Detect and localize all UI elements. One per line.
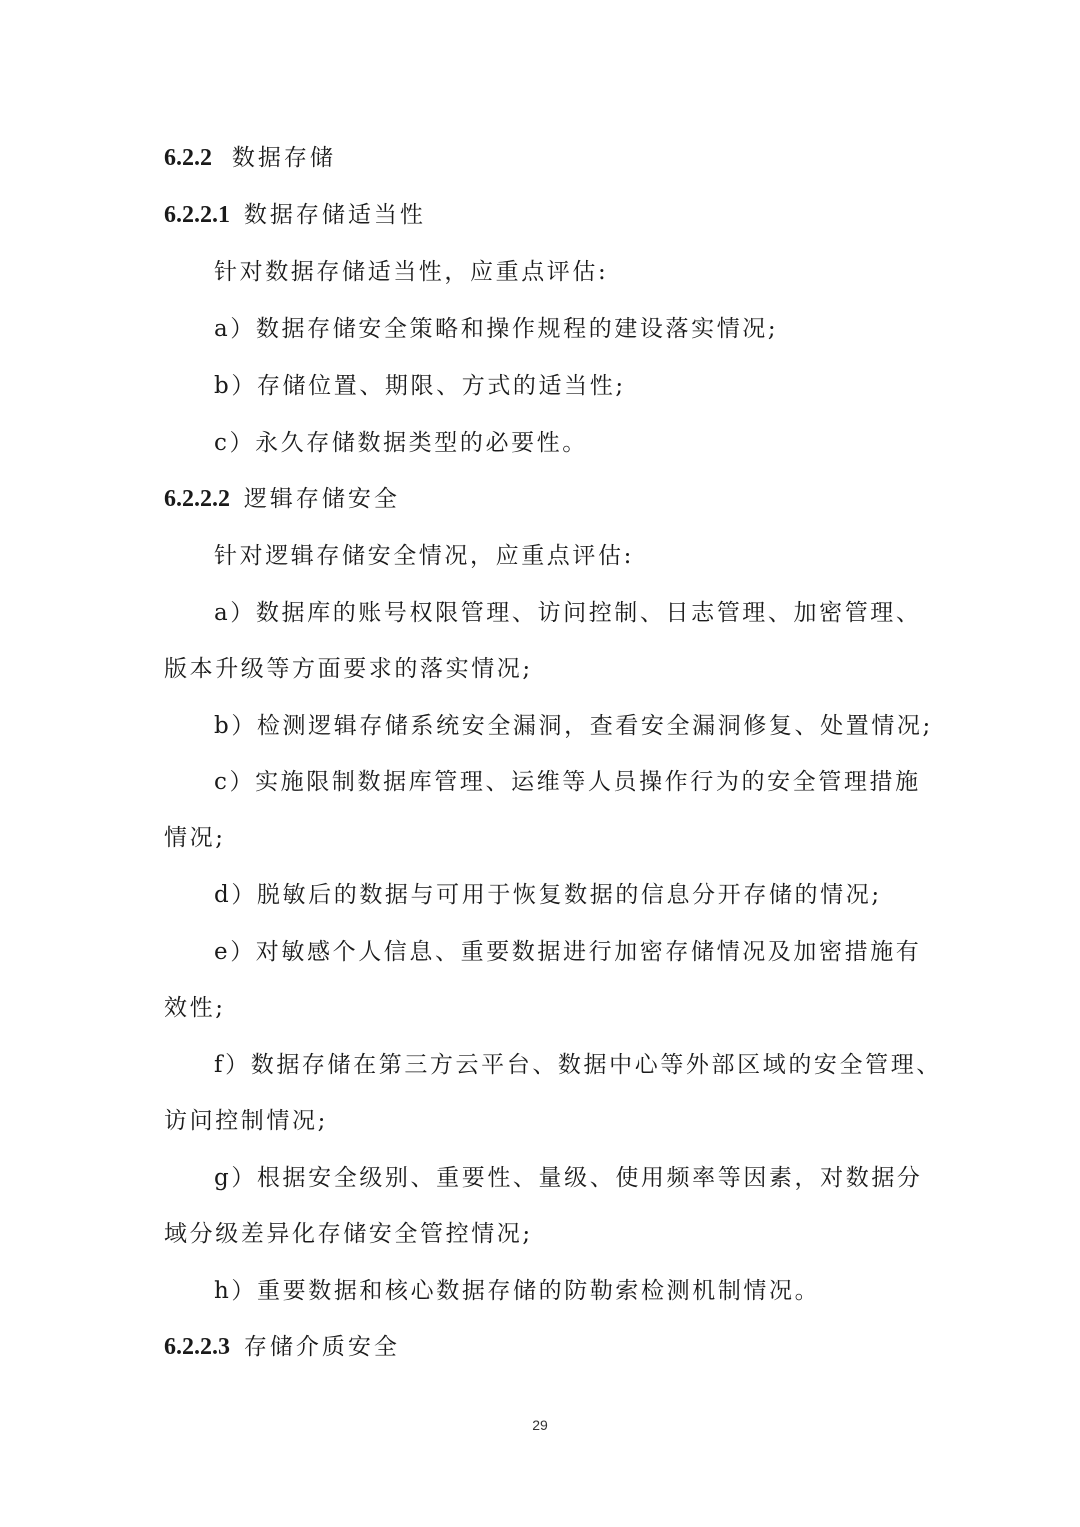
list-item: c）永久存储数据类型的必要性。: [214, 430, 588, 456]
list-item: a）数据库的账号权限管理、访问控制、日志管理、加密管理、: [214, 600, 922, 626]
list-item-continuation: 域分级差异化存储安全管控情况;: [164, 1221, 533, 1247]
section-heading-6-2-2-2: [164, 483, 400, 515]
list-item-continuation: 访问控制情况;: [164, 1108, 328, 1134]
list-item: g）根据安全级别、重要性、量级、使用频率等因素，对数据分: [214, 1165, 923, 1191]
list-item-continuation: 效性;: [164, 995, 226, 1021]
section-title: 逻辑存储安全: [243, 486, 400, 512]
section-title: 数据存储: [231, 145, 336, 171]
section-title: 存储介质安全: [243, 1334, 400, 1360]
list-item: h）重要数据和核心数据存储的防勒索检测机制情况。: [214, 1278, 821, 1304]
section-intro: 针对逻辑存储安全情况，应重点评估:: [214, 543, 634, 569]
section-number: 6.2.2.2: [164, 486, 230, 512]
page-number: 29: [532, 1417, 548, 1433]
section-number: 6.2.2: [164, 145, 212, 171]
list-item-continuation: 版本升级等方面要求的落实情况;: [164, 656, 533, 682]
section-intro: 针对数据存储适当性，应重点评估:: [214, 259, 609, 285]
list-item: e）对敏感个人信息、重要数据进行加密存储情况及加密措施有: [214, 939, 922, 965]
section-heading-6-2-2: [164, 142, 336, 174]
list-item: f）数据存储在第三方云平台、数据中心等外部区域的安全管理、: [214, 1052, 942, 1078]
section-title: 数据存储适当性: [243, 202, 426, 228]
section-heading-6-2-2-3: [164, 1331, 400, 1363]
list-item-continuation: 情况;: [164, 825, 226, 851]
list-item: d）脱敏后的数据与可用于恢复数据的信息分开存储的情况;: [214, 882, 882, 908]
list-item: a）数据存储安全策略和操作规程的建设落实情况;: [214, 316, 779, 342]
section-number: 6.2.2.1: [164, 202, 230, 228]
section-heading-6-2-2-1: [164, 199, 426, 231]
list-item: b）存储位置、期限、方式的适当性;: [214, 373, 626, 399]
list-item: b）检测逻辑存储系统安全漏洞，查看安全漏洞修复、处置情况;: [214, 713, 933, 739]
section-number: 6.2.2.3: [164, 1334, 230, 1360]
list-item: c）实施限制数据库管理、运维等人员操作行为的安全管理措施: [214, 769, 921, 795]
